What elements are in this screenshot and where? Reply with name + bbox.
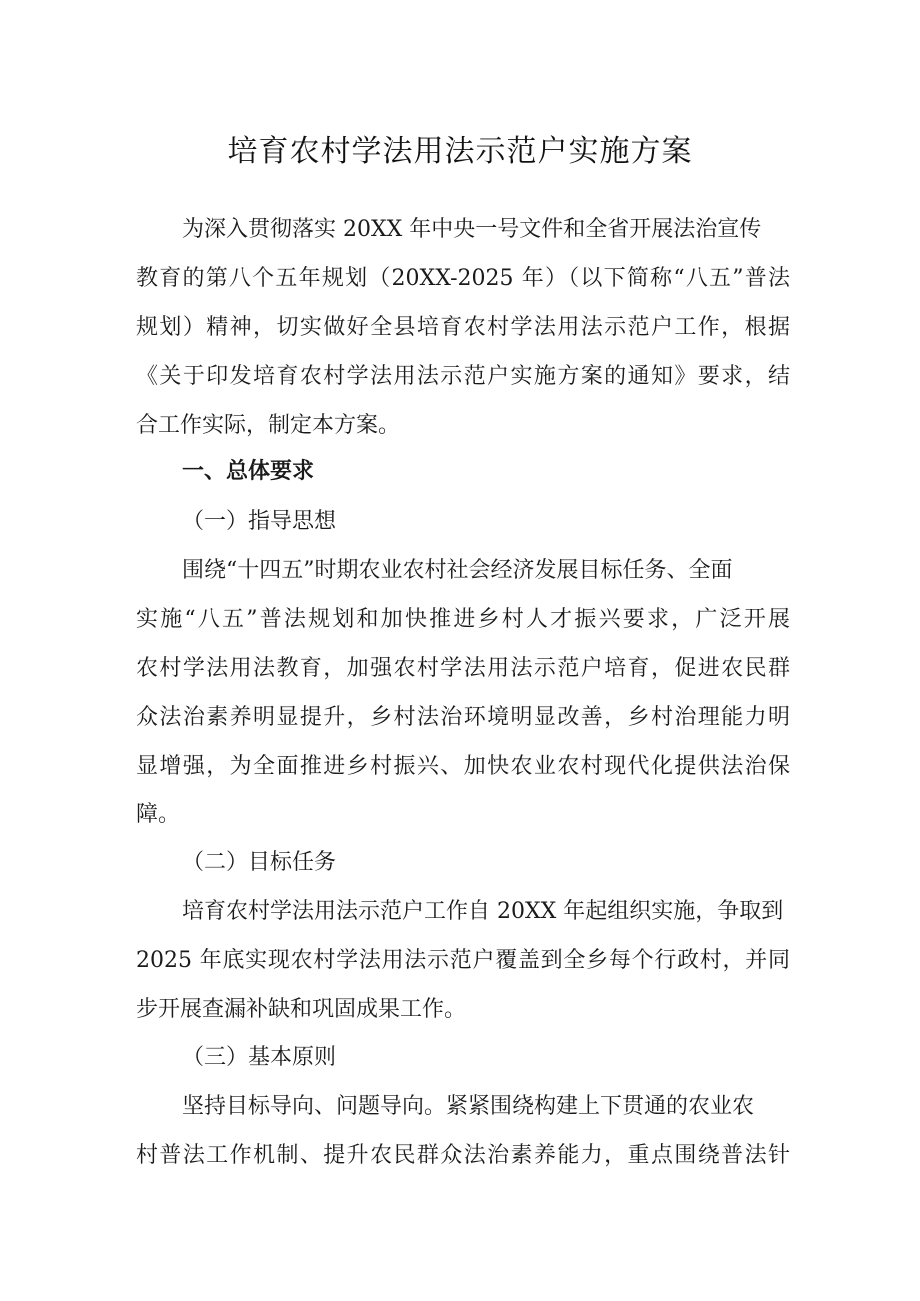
para-line: 为深入贯彻落实 20XX 年中央一号文件和全省开展法治宣传: [182, 217, 762, 242]
document-title: 培育农村学法用法示范户实施方案: [227, 134, 693, 169]
para-line: 2025 年底实现农村学法用法示范户覆盖到全乡每个行政村，并同: [136, 948, 790, 973]
para-line: 步开展查漏补缺和巩固成果工作。: [136, 997, 467, 1022]
para-line: 合工作实际，制定本方案。: [136, 413, 401, 438]
para-line: 围绕“十四五”时期农业农村社会经济发展目标任务、全面: [182, 558, 733, 583]
para-line: 农村学法用法教育，加强农村学法用法示范户培育，促进农民群: [136, 656, 790, 681]
subsection-heading: （二）目标任务: [182, 850, 337, 875]
subsection-heading: （三）基本原则: [182, 1045, 337, 1070]
para-line: 村普法工作机制、提升农民群众法治素养能力，重点围绕普法针: [136, 1143, 790, 1168]
para-line: 显增强，为全面推进乡村振兴、加快农业农村现代化提供法治保: [136, 754, 790, 779]
para-line: 障。: [136, 802, 181, 827]
para-line: 培育农村学法用法示范户工作自 20XX 年起组织实施，争取到: [182, 899, 784, 924]
para-line: 规划）精神，切实做好全县培育农村学法用法示范户工作，根据: [136, 315, 790, 340]
para-line: 实施“八五”普法规划和加快推进乡村人才振兴要求，广泛开展: [136, 607, 790, 632]
section-heading: 一、总体要求: [182, 459, 315, 484]
para-line: 教育的第八个五年规划（20XX-2025 年）（以下简称“八五”普法: [136, 266, 790, 291]
para-line: 《关于印发培育农村学法用法示范户实施方案的通知》要求，结: [136, 364, 790, 389]
para-line: 众法治素养明显提升，乡村法治环境明显改善，乡村治理能力明: [136, 705, 790, 730]
subsection-heading: （一）指导思想: [182, 509, 337, 534]
para-line: 坚持目标导向、问题导向。紧紧围绕构建上下贯通的农业农: [182, 1094, 755, 1119]
